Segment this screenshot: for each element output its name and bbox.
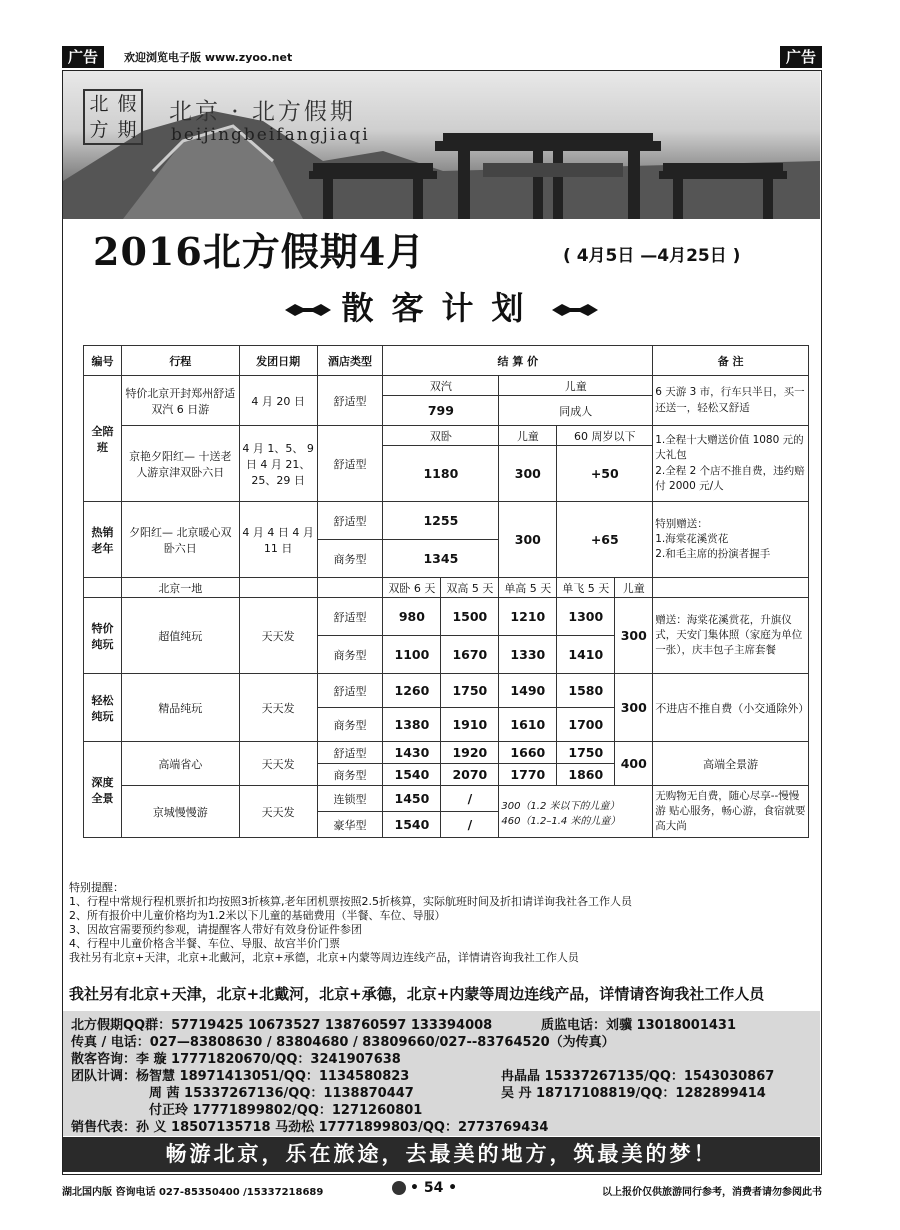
route-cell: 夕阳红— 北京暖心双卧六日 xyxy=(121,502,239,578)
hotel-cell: 舒适型 xyxy=(317,674,383,708)
price-cell: 300 xyxy=(499,502,557,578)
price-subheader: 儿童 xyxy=(499,426,557,446)
price-table xyxy=(83,345,809,838)
header-note: 备 注 xyxy=(653,346,809,376)
blank-cell xyxy=(84,578,122,598)
team-contact: 周 茜 15337267136/QQ：1138870447 xyxy=(149,1086,414,1101)
ad-tag-left: 广告 xyxy=(62,46,104,68)
contact-block xyxy=(63,1011,820,1136)
logo-char: 方 xyxy=(89,119,109,141)
category-label: 热销老年 xyxy=(84,502,122,578)
bowtie-ornament-icon xyxy=(552,303,598,317)
category-label: 轻松纯玩 xyxy=(84,674,122,742)
retail-contact: 散客咨询：李 璇 17771820670/QQ：3241907638 xyxy=(71,1052,401,1067)
note-cell: 不进店不推自费（小交通除外） xyxy=(653,674,809,742)
date-cell: 4 月 1、5、 9 日 4 月 21、 25、29 日 xyxy=(239,426,317,502)
slogan-banner: 畅游北京，乐在旅途，去最美的地方，筑最美的梦！ xyxy=(63,1137,820,1172)
team-contact: 团队计调：杨智慧 18971413051/QQ：1134580823 xyxy=(71,1069,410,1084)
date-cell: 天天发 xyxy=(239,674,317,742)
date-cell: 天天发 xyxy=(239,786,317,838)
header-id: 编号 xyxy=(84,346,122,376)
blank-cell xyxy=(653,578,809,598)
note-item: 1、行程中常规行程机票折扣均按照3折核算,老年团机票按照2.5折核算，实际航班时间及折扣请详询我社各工作人员 xyxy=(69,895,632,908)
footer-left: 湖北国内版 咨询电话 027-85350400 /15337218689 xyxy=(62,1187,324,1198)
price-cell: 1770 xyxy=(499,764,557,786)
price-cell: 1500 xyxy=(441,598,499,636)
note-line: 1.海棠花溪赏花 xyxy=(655,532,729,545)
price-cell: 1450 xyxy=(383,786,441,812)
price-cell: / xyxy=(441,786,499,812)
price-cell: 300 xyxy=(615,598,653,674)
price-cell: 1860 xyxy=(557,764,615,786)
price-cell: 1260 xyxy=(383,674,441,708)
date-cell: 4 月 20 日 xyxy=(239,376,317,426)
table-row xyxy=(84,502,809,540)
note-cell: 6 天游 3 市，行车只半日，买一还送一，轻松又舒适 xyxy=(653,376,809,426)
price-cell: 1750 xyxy=(557,742,615,764)
date-cell: 天天发 xyxy=(239,598,317,674)
price-cell: 1490 xyxy=(499,674,557,708)
brand-name: 北京 · 北方假期 xyxy=(169,99,356,125)
price-cell: 400 xyxy=(615,742,653,786)
hotel-cell: 豪华型 xyxy=(317,812,383,838)
logo-char: 北 xyxy=(89,93,109,115)
price-cell: 1430 xyxy=(383,742,441,764)
date-cell: 天天发 xyxy=(239,742,317,786)
note-item: 3、因故宫需要预约参观，请提醒客人带好有效身份证件参团 xyxy=(69,923,362,936)
route-cell: 北京一地 xyxy=(121,578,239,598)
price-cell: 同成人 xyxy=(499,396,653,426)
hotel-cell: 舒适型 xyxy=(317,502,383,540)
child-price-line: 460（1.2–1.4 米的儿童） xyxy=(501,815,621,827)
route-cell: 京艳夕阳红— 十送老人游京津双卧六日 xyxy=(121,426,239,502)
logo-char: 假 xyxy=(117,93,137,115)
special-notes xyxy=(69,881,815,965)
price-subheader: 60 周岁以下 xyxy=(557,426,653,446)
child-price-cell xyxy=(499,786,653,838)
category-label: 深度全景 xyxy=(84,742,122,838)
price-subheader: 双高 5 天 xyxy=(441,578,499,598)
team-contact: 付正玲 17771899802/QQ：1271260801 xyxy=(149,1103,423,1118)
note-item: 2、所有报价中儿童价格均为1.2米以下儿童的基础费用（半餐、车位、导服） xyxy=(69,909,446,922)
table-row xyxy=(84,578,809,598)
table-row xyxy=(84,426,809,446)
route-cell: 京城慢慢游 xyxy=(121,786,239,838)
route-cell: 超值纯玩 xyxy=(121,598,239,674)
price-subheader: 双卧 6 天 xyxy=(383,578,441,598)
team-contact: 吴 丹 18717108819/QQ：1282899414 xyxy=(501,1086,766,1101)
blank-cell xyxy=(317,578,383,598)
table-row xyxy=(84,598,809,636)
header-price: 结 算 价 xyxy=(383,346,653,376)
price-cell: 799 xyxy=(383,396,499,426)
qq-group: 北方假期QQ群：57719425 10673527 138760597 133394008 xyxy=(71,1018,493,1033)
note-item: 4、行程中儿童价格含半餐、车位、导服、故宫半价门票 xyxy=(69,937,340,950)
price-cell: 1255 xyxy=(383,502,499,540)
price-cell: 1540 xyxy=(383,812,441,838)
date-cell: 4 月 4 日 4 月 11 日 xyxy=(239,502,317,578)
supervise-phone: 质监电话：刘骥 13018001431 xyxy=(541,1018,737,1033)
date-range: ( 4月5日 —4月25日 ) xyxy=(563,246,741,266)
category-label: 全陪班 xyxy=(84,376,122,502)
blank-cell xyxy=(239,578,317,598)
price-cell: 1180 xyxy=(383,446,499,502)
price-cell: 1660 xyxy=(499,742,557,764)
price-cell: 1610 xyxy=(499,708,557,742)
page-number-text: • 54 • xyxy=(410,1180,458,1196)
price-subheader: 单高 5 天 xyxy=(499,578,557,598)
hotel-cell: 商务型 xyxy=(317,636,383,674)
price-cell: 300 xyxy=(499,446,557,502)
page-footer xyxy=(62,1180,822,1200)
note-cell: 无购物无自费，随心尽享--慢慢游 贴心服务，畅心游，食宿就要高大尚 xyxy=(653,786,809,838)
note-line: 特别赠送： xyxy=(655,517,708,530)
price-cell: +65 xyxy=(557,502,653,578)
welcome-text[interactable]: 欢迎浏览电子版 www.zyoo.net xyxy=(124,51,293,64)
subtitle xyxy=(63,283,820,329)
price-subheader: 儿童 xyxy=(615,578,653,598)
team-contact: 冉晶晶 15337267135/QQ：1543030867 xyxy=(501,1069,775,1084)
fax-phone: 传真 / 电话：027—83808630 / 83804680 / 83809660/027--83764520（为传真） xyxy=(71,1035,615,1050)
price-cell: 1330 xyxy=(499,636,557,674)
page-number xyxy=(392,1180,457,1196)
price-cell: 1580 xyxy=(557,674,615,708)
price-cell: 1540 xyxy=(383,764,441,786)
price-cell: / xyxy=(441,812,499,838)
price-subheader: 儿童 xyxy=(499,376,653,396)
note-line: 1.全程十大赠送价值 1080 元的大礼包 xyxy=(655,434,804,462)
category-label: 特价纯玩 xyxy=(84,598,122,674)
table-row xyxy=(84,376,809,396)
price-cell: 1670 xyxy=(441,636,499,674)
price-cell: +50 xyxy=(557,446,653,502)
price-cell: 1380 xyxy=(383,708,441,742)
note-line: 2.全程 2 个店不推自费，违约赔付 2000 元/人 xyxy=(655,464,805,492)
hotel-cell: 商务型 xyxy=(317,708,383,742)
logo-char: 期 xyxy=(117,119,137,141)
table-row xyxy=(84,674,809,708)
table-row xyxy=(84,786,809,812)
route-cell: 特价北京开封郑州舒适双汽 6 日游 xyxy=(121,376,239,426)
hotel-cell: 连锁型 xyxy=(317,786,383,812)
company-logo xyxy=(83,89,143,145)
price-cell: 1300 xyxy=(557,598,615,636)
route-cell: 精品纯玩 xyxy=(121,674,239,742)
header-date: 发团日期 xyxy=(239,346,317,376)
banner xyxy=(63,71,820,219)
footer-right: 以上报价仅供旅游同行参考，消费者请勿参阅此书 xyxy=(602,1187,822,1198)
brand-pinyin: beijingbeifangjiaqi xyxy=(171,125,370,145)
price-subheader: 双汽 xyxy=(383,376,499,396)
price-cell: 300 xyxy=(615,674,653,742)
sales-contact: 销售代表：孙 义 18507135718 马劲松 17771899803/QQ：2773769434 xyxy=(71,1120,549,1135)
price-subheader: 双卧 xyxy=(383,426,499,446)
header-route: 行程 xyxy=(121,346,239,376)
price-cell: 1700 xyxy=(557,708,615,742)
price-cell: 1750 xyxy=(441,674,499,708)
price-subheader: 单飞 5 天 xyxy=(557,578,615,598)
notes-title: 特别提醒： xyxy=(69,881,124,894)
price-cell: 1920 xyxy=(441,742,499,764)
note-line: 2.和毛主席的扮演者握手 xyxy=(655,548,771,561)
hotel-cell: 舒适型 xyxy=(317,426,383,502)
top-bar xyxy=(62,46,822,70)
hotel-cell: 商务型 xyxy=(317,764,383,786)
promo-line: 我社另有北京+天津，北京+北戴河，北京+承德，北京+内蒙等周边连线产品，详情请咨询我社工作人员 xyxy=(69,985,765,1003)
hotel-cell: 舒适型 xyxy=(317,742,383,764)
price-cell: 1345 xyxy=(383,540,499,578)
price-cell: 1210 xyxy=(499,598,557,636)
price-cell: 2070 xyxy=(441,764,499,786)
page-title: 2016北方假期4月 xyxy=(93,229,426,274)
price-cell: 1410 xyxy=(557,636,615,674)
hotel-cell: 商务型 xyxy=(317,540,383,578)
table-row xyxy=(84,742,809,764)
ad-tag-right: 广告 xyxy=(780,46,822,68)
hotel-cell: 舒适型 xyxy=(317,376,383,426)
note-cell: 赠送：海棠花溪赏花，升旗仪式，天安门集体照（家庭为单位一张），庆丰包子主席套餐 xyxy=(653,598,809,674)
price-cell: 1910 xyxy=(441,708,499,742)
ad-frame xyxy=(62,70,822,1175)
route-cell: 高端省心 xyxy=(121,742,239,786)
note-item: 我社另有北京+天津，北京+北戴河，北京+承德，北京+内蒙等周边连线产品，详情请咨询我社工作人员 xyxy=(69,951,579,964)
note-cell xyxy=(653,426,809,502)
note-cell xyxy=(653,502,809,578)
circle-logo-icon xyxy=(392,1181,406,1195)
child-price-line: 300（1.2 米以下的儿童） xyxy=(501,800,620,812)
note-cell: 高端全景游 xyxy=(653,742,809,786)
header-hotel: 酒店类型 xyxy=(317,346,383,376)
hotel-cell: 舒适型 xyxy=(317,598,383,636)
table-header-row xyxy=(84,346,809,376)
price-cell: 980 xyxy=(383,598,441,636)
price-cell: 1100 xyxy=(383,636,441,674)
bowtie-ornament-icon xyxy=(285,303,331,317)
subtitle-text: 散客计划 xyxy=(341,289,542,327)
